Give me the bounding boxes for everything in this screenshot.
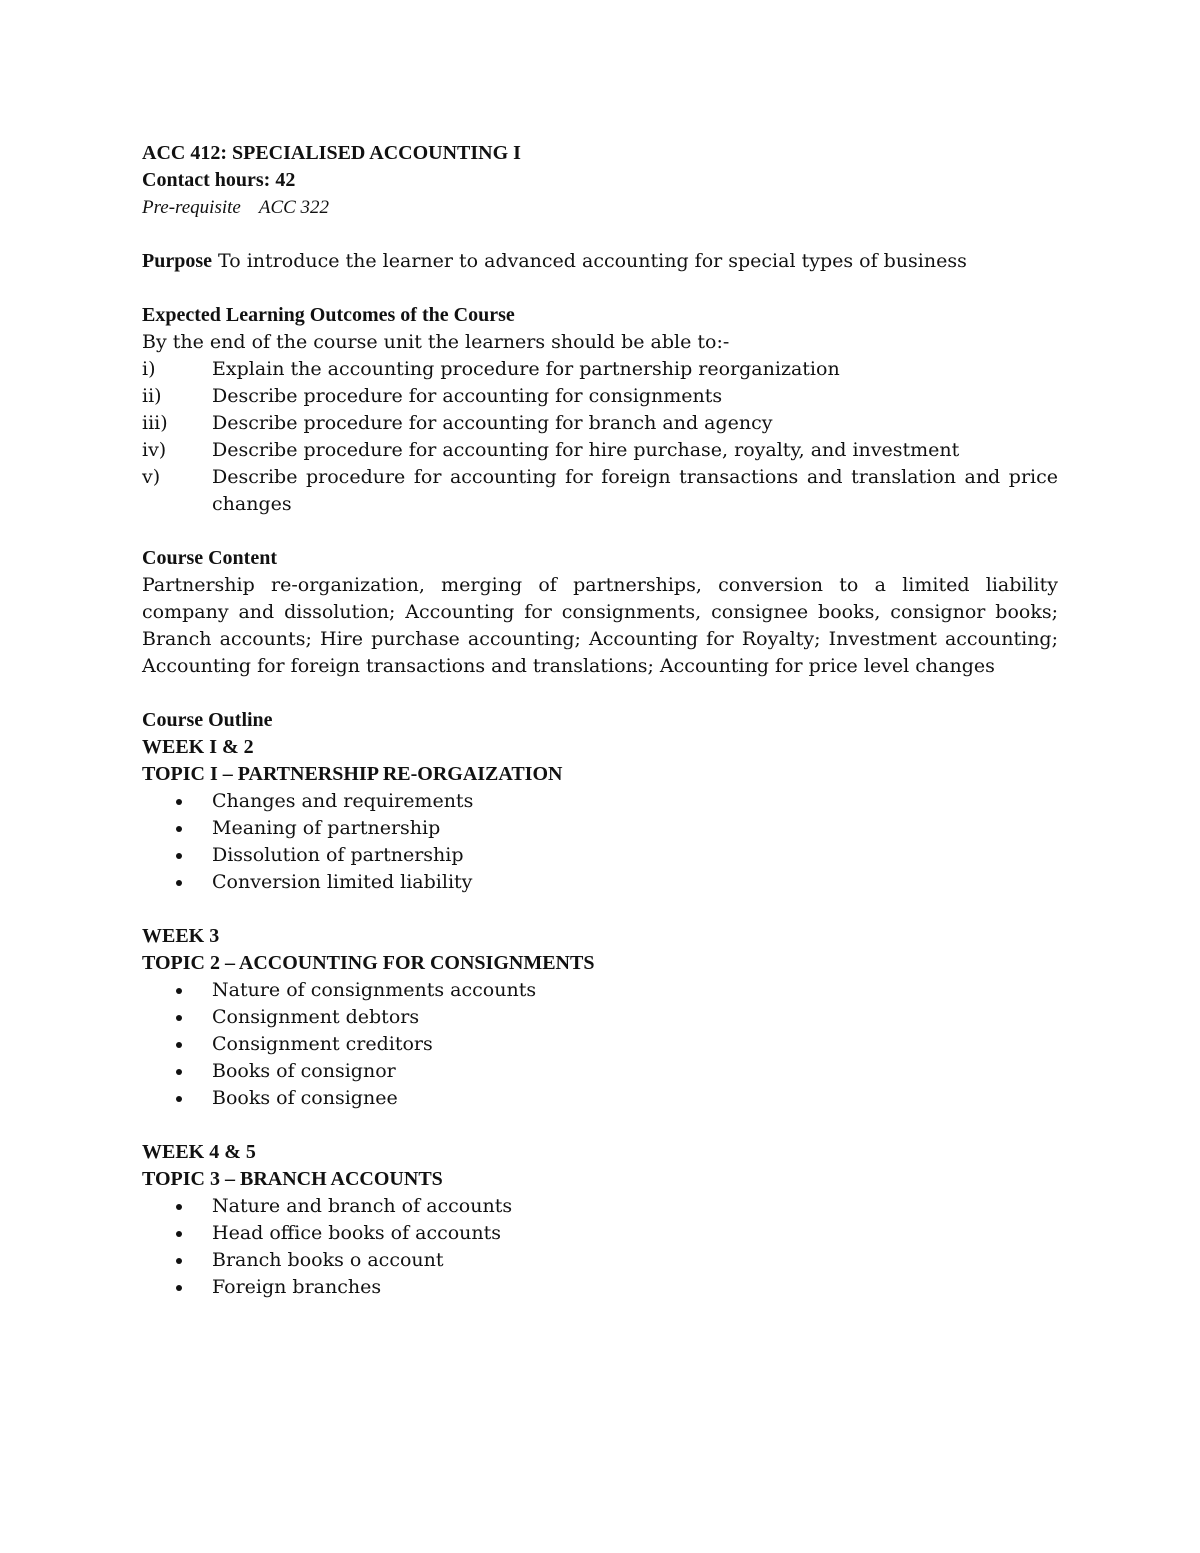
bullet-icon xyxy=(176,799,182,805)
contact-hours: Contact hours: 42 xyxy=(142,169,296,191)
bullet-icon xyxy=(176,826,182,832)
bullet-icon xyxy=(176,1285,182,1291)
outcome-number: ii) xyxy=(142,385,162,407)
outcome-number: i) xyxy=(142,358,156,380)
bullet-icon xyxy=(176,1204,182,1210)
list-item-text: Dissolution of partnership xyxy=(212,844,464,866)
bullet-icon xyxy=(176,1096,182,1102)
list-item xyxy=(142,869,1058,896)
week-label: WEEK I & 2 xyxy=(142,736,254,758)
bullet-icon xyxy=(176,1258,182,1264)
prerequisite-value: ACC 322 xyxy=(258,197,330,218)
list-item-text: Foreign branches xyxy=(212,1276,382,1298)
list-item-text: Books of consignee xyxy=(212,1087,398,1109)
topic-title: TOPIC 2 – ACCOUNTING FOR CONSIGNMENTS xyxy=(142,952,595,974)
outcome-number: iv) xyxy=(142,439,167,461)
week-label: WEEK 3 xyxy=(142,925,220,947)
list-item xyxy=(142,1247,1058,1274)
document-page xyxy=(142,140,1058,1301)
outcomes-list xyxy=(142,356,1058,518)
outcome-item xyxy=(142,383,1058,410)
list-item-text: Consignment creditors xyxy=(212,1033,433,1055)
bullet-icon xyxy=(176,1042,182,1048)
list-item xyxy=(142,977,1058,1004)
list-item-text: Head office books of accounts xyxy=(212,1222,502,1244)
purpose-text: To introduce the learner to advanced accounting for special types of business xyxy=(218,250,967,272)
list-item-text: Nature of consignments accounts xyxy=(212,979,537,1001)
outcome-item xyxy=(142,410,1058,437)
list-item xyxy=(142,815,1058,842)
prerequisite xyxy=(142,194,1058,221)
list-item xyxy=(142,842,1058,869)
outcome-item xyxy=(142,356,1058,383)
topic-title: TOPIC 3 – BRANCH ACCOUNTS xyxy=(142,1168,443,1190)
outcome-number: v) xyxy=(142,466,161,488)
outline-heading: Course Outline xyxy=(142,709,273,731)
content-text: Partnership re-organization, merging of partnerships, conversion to a limited liability company and dissolution; Accounting for consignments, consignee books, consignor books; Branch accounts; Hire purchase accounting; Accounting for Royalty; Investment accounting; Accounting for foreign transactions and translations; Accounting for price level changes xyxy=(142,574,1058,677)
outcome-item xyxy=(142,464,1058,518)
content-heading: Course Content xyxy=(142,547,277,569)
list-item-text: Branch books o account xyxy=(212,1249,444,1271)
outcome-text: Explain the accounting procedure for partnership reorganization xyxy=(212,358,840,380)
outcomes-heading: Expected Learning Outcomes of the Course xyxy=(142,304,515,326)
course-title: ACC 412: SPECIALISED ACCOUNTING I xyxy=(142,142,521,164)
list-item-text: Books of consignor xyxy=(212,1060,396,1082)
purpose xyxy=(142,248,1058,275)
list-item-text: Nature and branch of accounts xyxy=(212,1195,513,1217)
list-item-text: Changes and requirements xyxy=(212,790,474,812)
list-item xyxy=(142,1085,1058,1112)
list-item xyxy=(142,1193,1058,1220)
bullet-icon xyxy=(176,1015,182,1021)
bullet-icon xyxy=(176,988,182,994)
list-item xyxy=(142,1274,1058,1301)
topic-title: TOPIC I – PARTNERSHIP RE-ORGAIZATION xyxy=(142,763,563,785)
bullet-icon xyxy=(176,880,182,886)
list-item-text: Meaning of partnership xyxy=(212,817,441,839)
outcome-item xyxy=(142,437,1058,464)
prerequisite-label: Pre-requisite xyxy=(142,197,241,218)
list-item xyxy=(142,1220,1058,1247)
list-item xyxy=(142,1031,1058,1058)
bullet-icon xyxy=(176,853,182,859)
outcome-text: Describe procedure for accounting for branch and agency xyxy=(212,412,773,434)
outcome-number: iii) xyxy=(142,412,168,434)
outcomes-intro: By the end of the course unit the learners should be able to:- xyxy=(142,331,730,353)
bullet-icon xyxy=(176,1069,182,1075)
list-item xyxy=(142,788,1058,815)
list-item-text: Consignment debtors xyxy=(212,1006,420,1028)
purpose-label: Purpose xyxy=(142,250,212,272)
outcome-text: Describe procedure for accounting for foreign transactions and translation and price changes xyxy=(212,466,1058,515)
list-item-text: Conversion limited liability xyxy=(212,871,473,893)
outcome-text: Describe procedure for accounting for consignments xyxy=(212,385,723,407)
topic-items xyxy=(142,788,1058,896)
week-label: WEEK 4 & 5 xyxy=(142,1141,256,1163)
list-item xyxy=(142,1004,1058,1031)
topic-items xyxy=(142,1193,1058,1301)
outcome-text: Describe procedure for accounting for hire purchase, royalty, and investment xyxy=(212,439,960,461)
bullet-icon xyxy=(176,1231,182,1237)
list-item xyxy=(142,1058,1058,1085)
topic-items xyxy=(142,977,1058,1112)
